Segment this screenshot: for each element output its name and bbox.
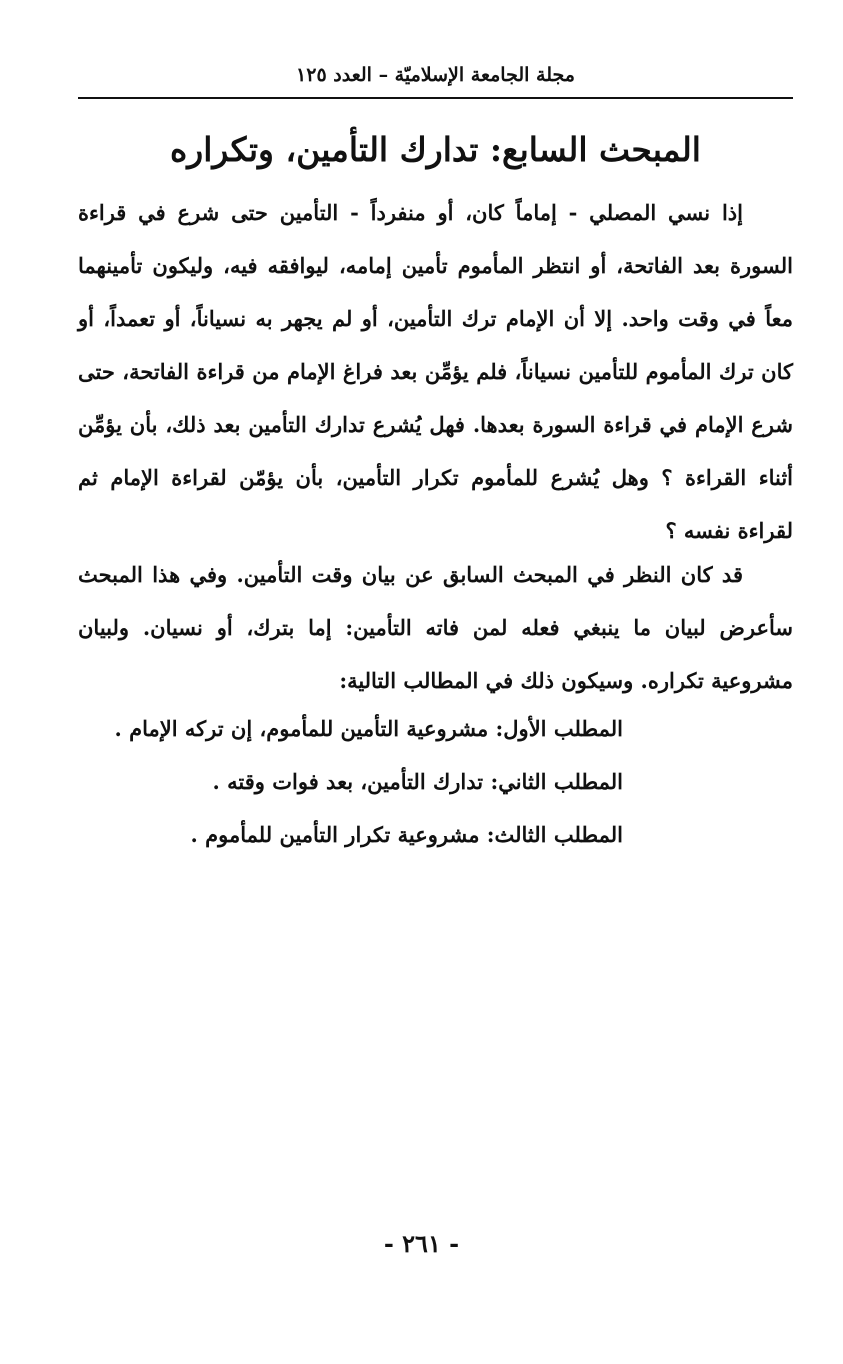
header-divider xyxy=(78,97,793,99)
paragraph xyxy=(78,186,793,557)
page-number: - ٢٦١ - xyxy=(383,1229,460,1258)
subsection-item: المطلب الأول: مشروعية التأمين للمأموم، إن تركه الإمام . xyxy=(114,716,623,741)
subsection-item: المطلب الثالث: مشروعية تكرار التأمين للمأموم . xyxy=(190,822,623,847)
paragraph-text: قد كان النظر في المبحث السابق عن بيان وقت التأمين. وفي هذا المبحث سأعرض لبيان ما ينبغي فعله لمن فاته التأمين: إما بترك، أو نسيان. ولبيان مشروعية تكراره. وسيكون ذلك في المطالب التالية: xyxy=(78,562,793,693)
running-header: مجلة الجامعة الإسلاميّة – العدد ١٢٥ xyxy=(296,64,575,86)
paragraph-2-container xyxy=(78,548,793,707)
paragraph xyxy=(78,548,793,707)
subsection-list xyxy=(78,702,623,861)
paragraph-1-container xyxy=(78,186,793,557)
paragraph-text: إذا نسي المصلي - إماماً كان، أو منفرداً - التأمين حتى شرع في قراءة السورة بعد الفاتحة، أو انتظر المأموم تأمين إمامه، ليوافقه فيه، وليكون تأمينهما معاً في وقت واحد. إلا أن الإمام ترك التأمين، أو لم يجهر به نسياناً، أو تعمداً، أو كان ترك المأموم للتأمين نسياناً، فلم يؤمِّن بعد فراغ الإمام من قراءة الفاتحة، حتى شرع الإمام في قراءة السورة بعدها. فهل يُشرع تدارك التأمين بعد ذلك، بأن يؤمِّن أثناء القراءة ؟ وهل يُشرع للمأموم تكرار التأمين، بأن يؤمّن لقراءة الإمام ثم لقراءة نفسه ؟ xyxy=(78,200,793,543)
section-title: المبحث السابع: تدارك التأمين، وتكراره xyxy=(170,130,701,169)
subsection-item: المطلب الثاني: تدارك التأمين، بعد فوات وقته . xyxy=(212,769,623,794)
